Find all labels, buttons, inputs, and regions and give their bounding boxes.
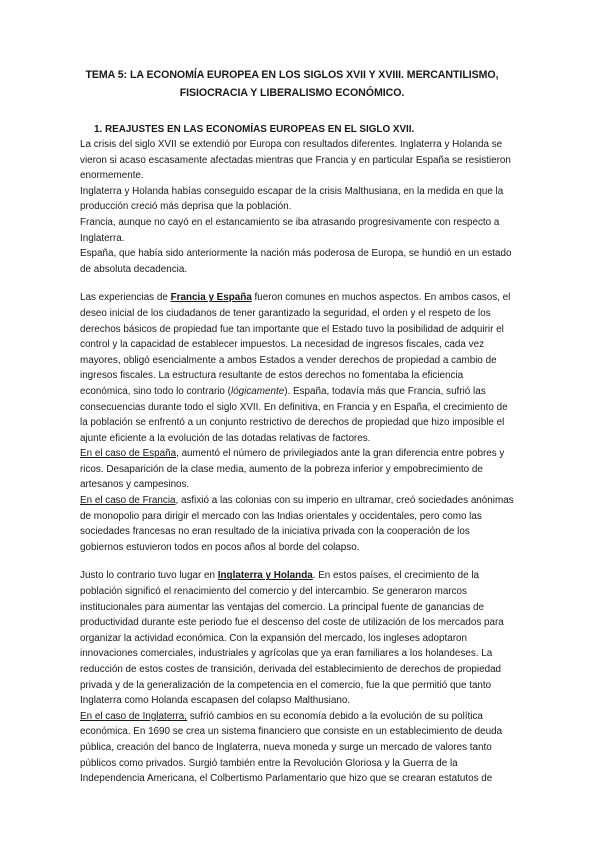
france-spain-paragraph <box>80 290 514 555</box>
text-line <box>80 493 514 509</box>
text-line: control y la capacidad de establecer impuestos. La necesidad de ingresos fiscales, cada vez <box>80 339 485 351</box>
text-line: la población se enfrentó a un conjunto restrictivo de derechos de propiedad que hizo imposible el <box>80 417 505 429</box>
title-line: FISIOCRACIA Y LIBERALISMO ECONÓMICO. <box>179 87 405 99</box>
text-line <box>80 446 504 462</box>
text-run: . En estos países, el crecimiento de la <box>312 570 480 582</box>
text-run: ). España, todavía más que Francia, sufrió las <box>284 385 486 397</box>
text-line: Independencia Americana, el Colbertismo Parlamentario que hizo que se crearan estatutos de <box>80 773 493 785</box>
text-line <box>80 709 504 725</box>
text-line: sociedades francesas no eran resultado de la iniciativa privada con la cooperación de los <box>80 526 470 538</box>
text-line: producción creció más deprisa que la población. <box>80 201 292 213</box>
text-line <box>80 290 511 306</box>
text-line: Francia, aunque no cayó en el estancamiento se iba atrasando progresivamente con respecto a <box>80 216 500 228</box>
text-line: consecuencias durante todo el siglo XVII. En definitiva, en Francia y en España, el crecimiento de <box>80 401 508 413</box>
label-caso-espana: En el caso de España <box>80 448 177 460</box>
text-line: ajunte eficiente a la evolución de las dotadas relativas de factores. <box>80 432 371 444</box>
text-line <box>80 568 504 584</box>
intro-paragraph <box>80 137 512 277</box>
text-line: organizar la actividad económica. Con la expansión del mercado, los ingleses adoptaron <box>80 632 468 644</box>
text-line: de monopolio para dirigir el mercado con las Indias orientales y occidentales, pero como las <box>80 510 482 522</box>
document-title <box>80 0 504 102</box>
label-caso-inglaterra: En el caso de Inglaterra, <box>80 710 188 722</box>
text-line: Inglaterra como Holanda escapasen del colapso Malthusiano. <box>80 695 351 707</box>
text-line: población significó el renacimiento del comercio y del intercambio. Se generaron marcos <box>80 586 467 598</box>
section-heading: 1. REAJUSTES EN LAS ECONOMÍAS EUROPEAS EN EL SIGLO XVII. <box>94 124 415 135</box>
emphasis-francia-espana: Francia y España <box>170 292 252 304</box>
text-line: económica. En 1690 se crea un sistema financiero que consiste en un establecimiento de deuda <box>80 726 503 738</box>
text-line: ricos. Desaparición de la clase media, aumento de la pobreza inferior y empobrecimiento de <box>80 463 483 475</box>
text-line: privada y de la generalización de la competencia en el comercio, fue la que permitió que tanto <box>80 679 492 691</box>
text-line: España, que había sido anteriormente la nación más poderosa de Europa, se hundió en un estado <box>80 248 512 260</box>
text-line: ingresos fiscales. La estructura resultante de estos derechos no fomentaba la eficiencia <box>80 370 464 382</box>
text-line: Inglaterra y Holanda habías conseguido escapar de la crisis Malthusiana, en la medida en que la <box>80 185 504 197</box>
text-line: innovaciones comerciales, industriales y agrícolas que ya eran familiares a los holandeses. La <box>80 648 493 660</box>
paragraph-spacer <box>80 555 504 568</box>
text-line: Inglaterra. <box>80 232 125 244</box>
text-line: productividad durante este periodo fue el descenso del coste de utilización de los mercados para <box>80 617 504 629</box>
italic-logicamente: lógicamente <box>230 385 285 397</box>
text-line: reducción de estos costes de transición, derivada del establecimiento de derechos de propiedad <box>80 664 502 675</box>
england-holland-paragraph <box>80 568 504 786</box>
text-run: , aumentó el número de privilegiados ante la gran diferencia entre pobres y <box>176 448 505 460</box>
text-run: Las experiencias de <box>80 292 171 304</box>
text-line: deseo inicial de los ciudadanos de tener garantizado la seguridad, el orden y el respeto de los <box>80 307 491 319</box>
text-line: artesanos y campesinos. <box>80 479 190 491</box>
text-run: fueron comunes en muchos aspectos. En ambos casos, el <box>251 292 511 304</box>
text-run: sufrió cambios en su economía debido a la evolución de su política <box>187 710 483 722</box>
paragraph-spacer <box>80 277 504 290</box>
text-line: públicos como privados. Surgió también entre la Revolución Gloriosa y la Guerra de la <box>80 757 458 769</box>
text-line: gobiernos estuvieron todos en pocos años al borde del colapso. <box>80 541 360 553</box>
text-line: de absoluta decadencia. <box>80 263 188 275</box>
text-line: pública, creación del banco de Inglaterra, nueva moneda y surge un mercado de valores tanto <box>80 741 492 753</box>
text-line: vieron si acaso escasamente afectadas mientras que Francia y en particular España se resistieron <box>80 154 511 166</box>
text-line: La crisis del siglo XVII se extendió por Europa con resultados diferentes. Inglaterra y Holanda se <box>80 139 503 150</box>
label-caso-francia: En el caso de Francia <box>80 495 176 507</box>
text-run: Justo lo contrario tuvo lugar en <box>80 570 218 582</box>
emphasis-inglaterra-holanda: Inglaterra y Holanda <box>217 570 313 582</box>
text-run: económica, sino todo lo contrario ( <box>80 385 231 397</box>
text-line: mayores, obligó esencialmente a ambos Estados a vender derechos de propiedad a cambio de <box>80 354 497 366</box>
text-line <box>80 384 504 400</box>
title-line: TEMA 5: LA ECONOMÍA EUROPEA EN LOS SIGLOS XVII Y XVIII. MERCANTILISMO, <box>85 69 499 81</box>
text-run: , asfixió a las colonias con su imperio en ultramar, creó sociedades anónimas <box>175 495 514 507</box>
text-line: derechos básicos de propiedad fue tan importante que el Estado tuvo la posibilidad de adquirir el <box>80 323 504 335</box>
text-line: enormemente. <box>80 170 144 182</box>
text-line: institucionales para aumentar las ventajas del comercio. La principal fuente de ganancias de <box>80 601 485 613</box>
